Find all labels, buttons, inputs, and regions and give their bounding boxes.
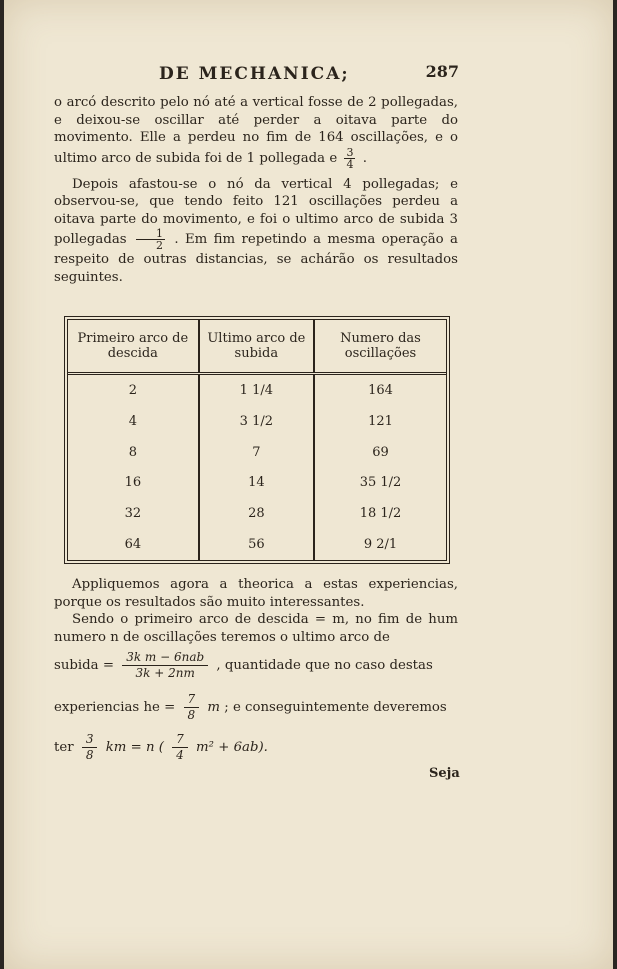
paragraph-2: Depois afastou-se o nó da vertical 4 pollegadas; e observou-se, que tendo feito 121 oscillações perdeu a oitava parte do movimento, e foi o ultimo arco de subida 3 pollegadas $\frac{1}{2}$ . Em fim repetindo a mesma operação a respeito de outras distancias, se achárão os resultados seguintes.: [54, 176, 458, 285]
page-number: 287: [425, 62, 459, 81]
results-table: [64, 316, 450, 564]
table-row: 64 56 9 2/1: [68, 529, 446, 560]
paragraph-1-text: o arcó descrito pelo nó até a vertical fosse de 2 pollegadas, e deixou-se oscillar até perder a oitava parte do movimento. Elle a perdeu no fim de 164 oscillações, e o ultimo arco de subida foi de 1 pollegada e: [54, 95, 458, 166]
page-title: DE MECHANICA;: [159, 64, 350, 84]
table-row: 32 28 18 1/2: [68, 498, 446, 529]
formula-fraction: $\frac{\text{3k m − 6nab}}{3k + 2nm}$: [122, 650, 208, 681]
table-row: 2 1 1/4 164: [68, 374, 446, 406]
fraction: $\frac{1}{2}$: [136, 228, 165, 251]
col-header: Numero das oscillações: [314, 320, 446, 374]
formula-1: subida = $\frac{\text{3k m − 6nab}}{3k + 2nm}$ , quantidade que no caso destas: [54, 650, 433, 680]
fraction: $\frac{3}{4}$: [346, 145, 354, 171]
table-row: 8 7 69: [68, 437, 446, 468]
table-row: 4 3 1/2 121: [68, 406, 446, 437]
table-row: 16 14 35 1/2: [68, 467, 446, 498]
formula-fraction: $\frac{3}{8}$: [82, 732, 98, 763]
formula-fraction: $\frac{7}{8}$: [184, 692, 200, 723]
paragraph-1: o arcó descrito pelo nó até a vertical fosse de 2 pollegadas, e deixou-se oscillar até perder a oitava parte do movimento. Elle a perdeu no fim de 164 oscillações, e o ultimo arco de subida foi de 1 pollegada e $\frac{3}{4}$ . Depois afastou-se o nó da vertical 4 pollegadas; e observou-se, que tendo feito 121 oscillações perdeu a oitava parte do movimento, e foi o ultimo arco de subida 3 pollegadas $\frac{1}{2}$ . Em fim repetindo a mesma operação a respeito de outras distancias, se achárão os resultados seguintes.: [54, 95, 458, 285]
formula-3: ter $\frac{3}{8}$ km = n ( $\frac{7}{4}$ m² + 6ab).: [54, 732, 268, 762]
paragraph-3: Appliquemos agora a theorica a estas experiencias, porque os resultados são muito interessantes. Sendo o primeiro arco de descida = m, no fim de hum numero n de oscillações teremos o ultimo arco de: [54, 577, 458, 645]
catchword: Seja: [429, 766, 460, 781]
formula-fraction: $\frac{7}{4}$: [172, 732, 188, 763]
formula-2: experiencias he = $\frac{7}{8}$ m ; e conseguintemente deveremos: [54, 692, 447, 722]
running-header: [159, 64, 459, 84]
book-page: [4, 0, 613, 969]
col-header: Primeiro arco de descida: [68, 320, 199, 374]
col-header: Ultimo arco de subida: [199, 320, 314, 374]
paragraph-4: Sendo o primeiro arco de descida = m, no fim de hum numero n de oscillações teremos o ultimo arco de: [54, 612, 458, 645]
